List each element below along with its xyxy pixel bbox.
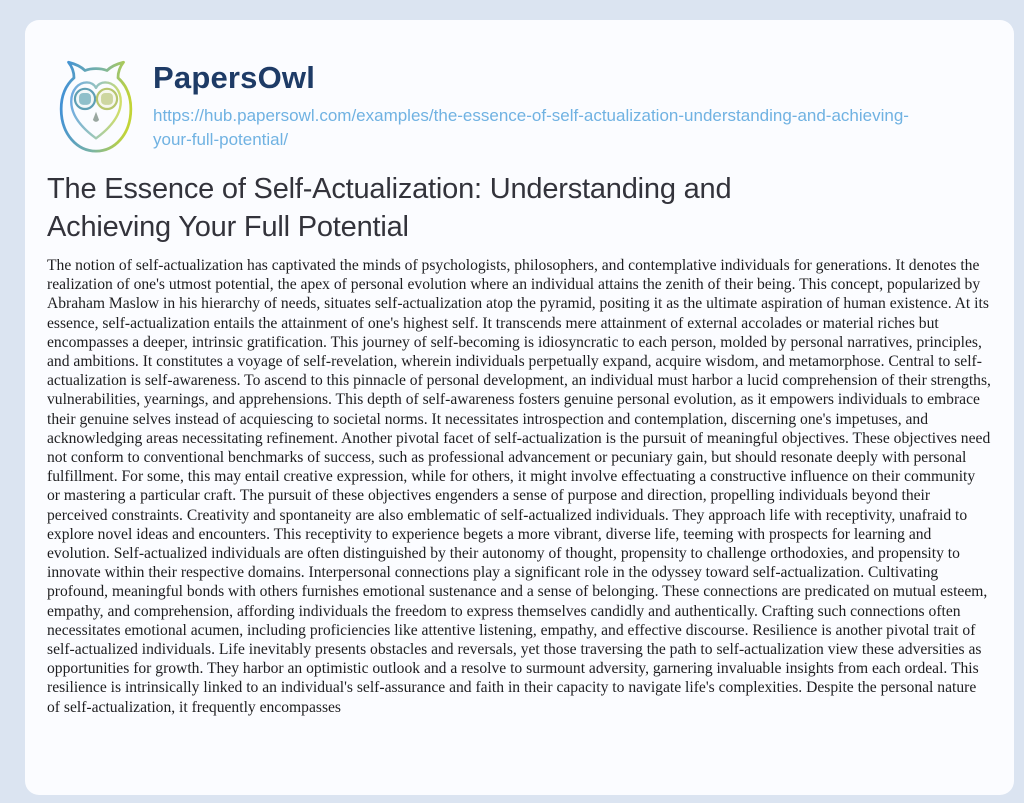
owl-right-eye: [101, 93, 113, 105]
owl-beak-icon: [93, 112, 99, 122]
article-title: The Essence of Self-Actualization: Understanding and Achieving Your Full Potential: [47, 173, 732, 243]
article-body: The notion of self-actualization has captivated the minds of psychologists, philosophers, and contemplative individuals for generations. It denotes the realization of one's utmost potential, the apex of personal evolution where an individual attains the zenith of their being. This concept, popularized by Abraham Maslow in his hierarchy of needs, situates self-actualization atop the pyramid, positing it as the ultimate aspiration of human existence. At its essence, self-actualization entails the attainment of one's highest self. It transcends mere attainment of external accolades or material riches but encompasses a deeper, intrinsic gratification. This journey of self-becoming is idiosyncratic to each person, molded by personal narratives, principles, and ambitions. It constitutes a voyage of self-revelation, wherein individuals perpetually expand, acquire wisdom, and metamorphose. Central to self-actualization is self-awareness. To ascend to this pinnacle of personal development, an individual must harbor a lucid comprehension of their strengths, vulnerabilities, yearnings, and apprehensions. This depth of self-awareness fosters genuine personal evolution, as it empowers individuals to embrace their genuine selves instead of acquiescing to societal norms. It necessitates introspection and contemplation, discerning one's impetuses, and acknowledging areas necessitating refinement. Another pivotal facet of self-actualization is the pursuit of meaningful objectives. These objectives need not conform to conventional benchmarks of success, such as professional advancement or pecuniary gain, but should resonate deeply with personal fulfillment. For some, this may entail creative expression, while for others, it might involve effectuating a constructive influence on their community or mastering a particular craft. The pursuit of these objectives engenders a sense of purpose and direction, propelling individuals beyond their perceived constraints. Creativity and spontaneity are also emblematic of self-actualized individuals. They approach life with receptivity, unafraid to explore novel ideas and encounters. This receptivity to experience begets a more vibrant, diverse life, teeming with prospects for learning and evolution. Self-actualized individuals are often distinguished by their autonomy of thought, propensity to challenge orthodoxies, and propensity to innovate within their respective domains. Interpersonal connections play a significant role in the odyssey toward self-actualization. Cultivating profound, meaningful bonds with others furnishes emotional sustenance and a sense of belonging. These connections are predicated on mutual esteem, empathy, and comprehension, affording individuals the freedom to express themselves candidly and authentically. Crafting such connections often necessitates emotional acumen, including proficiencies like attentive listening, empathy, and effective discourse. Resilience is another pivotal trait of self-actualized individuals. Life inevitably presents obstacles and reversals, yet those traversing the path to self-actualization view these adversities as opportunities for growth. They harbor an optimistic outlook and a resolve to surmount adversity, garnering invaluable insights from each ordeal. This resilience is intrinsically linked to an individual's self-assurance and faith in their capacity to navigate life's complexities. Despite the personal nature of self-actualization, it frequently encompasses: [47, 257, 991, 716]
source-url-link[interactable]: https://hub.papersowl.com/examples/the-essence-of-self-actualization-understanding-and-achieving-your-full-potential/: [153, 106, 909, 149]
papersowl-logo-icon: [52, 57, 140, 161]
owl-left-eye: [79, 93, 91, 105]
brand-title: PapersOwl: [153, 60, 316, 95]
document-card: [25, 20, 1014, 795]
